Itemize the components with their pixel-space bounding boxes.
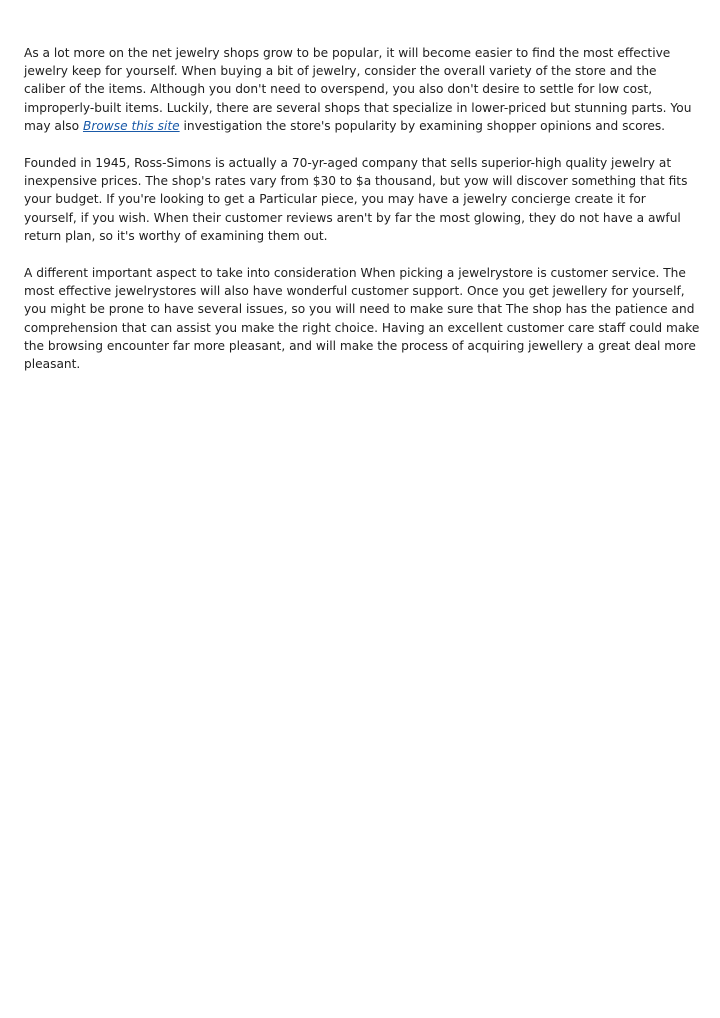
document-body bbox=[24, 44, 700, 392]
paragraph-3: A different important aspect to take into consideration When picking a jewelrystore is customer service. The most effective jewelrystores will also have wonderful customer support. Once you get jewellery for yourself, you might be prone to have several issues, so you will need to make sure that The shop has the patience and comprehension that can assist you make the right choice. Having an excellent customer care staff could make the browsing encounter far more pleasant, and will make the process of acquiring jewellery a great deal more pleasant. bbox=[24, 266, 700, 372]
paragraph-1-text-after-link: investigation the store's popularity by examining shopper opinions and scores. bbox=[179, 118, 666, 133]
paragraph-2: Founded in 1945, Ross-Simons is actually a 70-yr-aged company that sells superior-high quality jewelry at inexpensive prices. The shop's rates vary from $30 to $a thousand, but yow will discover something that fits your budget. If you're looking to get a Particular piece, you may have a jewelry concierge create it for yourself, if you wish. When their customer reviews aren't by far the most glowing, they do not have a awful return plan, so it's worthy of examining them out. bbox=[24, 156, 688, 243]
browse-this-site-link[interactable]: Browse this site bbox=[82, 118, 180, 133]
paragraph-1 bbox=[24, 44, 700, 135]
paragraph-1-text: As a lot more on the net jewelry shops grow to be popular, it will become easier to find the most effective jewelry keep for yourself. When buying a bit of jewelry, consider the overall variety of the store and the caliber of the items. Although you don't need to overspend, you also don't desire to settle for low cost, improperly-built items. Luckily, there are several shops that specialize in lower-priced but stunning parts. You may also bbox=[24, 46, 692, 133]
